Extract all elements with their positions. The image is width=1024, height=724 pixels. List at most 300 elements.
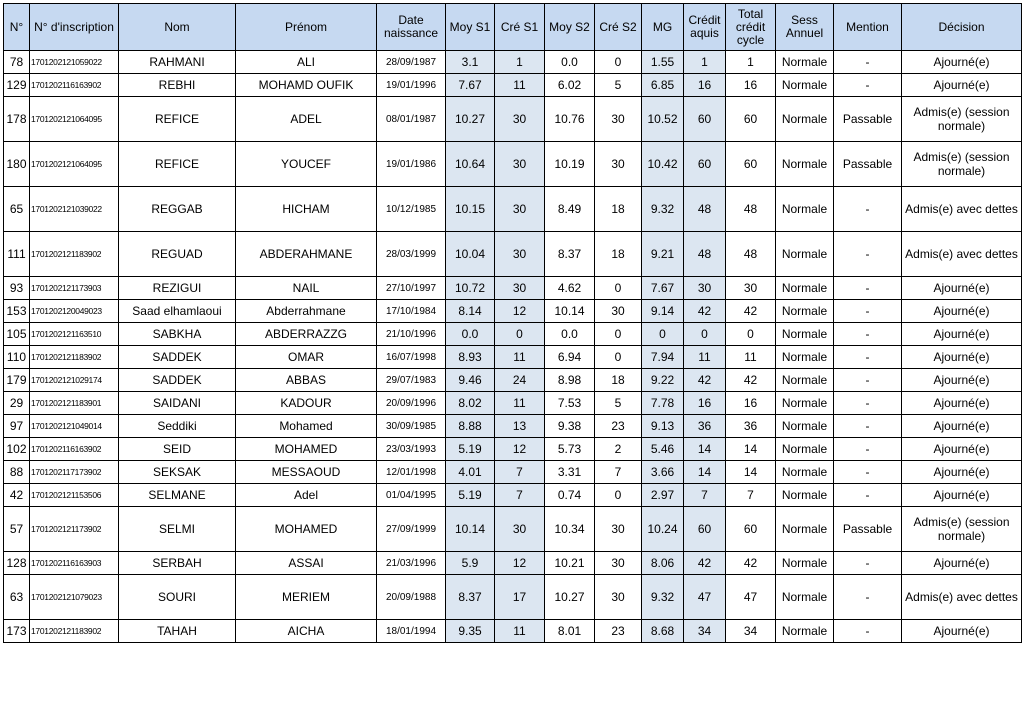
cell-credit-aquis: 42 xyxy=(684,369,726,392)
cell-moy-s1: 8.14 xyxy=(446,300,495,323)
cell-date: 21/03/1996 xyxy=(377,552,446,575)
cell-moy-s2: 5.73 xyxy=(545,438,595,461)
cell-total-credit: 0 xyxy=(726,323,776,346)
cell-num: 102 xyxy=(4,438,30,461)
cell-moy-s1: 7.67 xyxy=(446,74,495,97)
cell-mg: 0 xyxy=(642,323,684,346)
cell-moy-s2: 10.76 xyxy=(545,97,595,142)
cell-mention: - xyxy=(834,74,902,97)
cell-nom: SERBAH xyxy=(119,552,236,575)
cell-moy-s1: 5.19 xyxy=(446,484,495,507)
cell-date: 08/01/1987 xyxy=(377,97,446,142)
cell-moy-s1: 5.9 xyxy=(446,552,495,575)
cell-credit-aquis: 0 xyxy=(684,323,726,346)
table-row xyxy=(4,392,1022,415)
cell-nom: REGGAB xyxy=(119,187,236,232)
cell-mention: - xyxy=(834,187,902,232)
cell-date: 19/01/1986 xyxy=(377,142,446,187)
cell-credit-aquis: 1 xyxy=(684,51,726,74)
cell-inscription: 1701202121064095 xyxy=(30,97,119,142)
cell-sess: Normale xyxy=(776,392,834,415)
cell-moy-s1: 9.46 xyxy=(446,369,495,392)
cell-num: 65 xyxy=(4,187,30,232)
cell-total-credit: 30 xyxy=(726,277,776,300)
header-row xyxy=(4,4,1022,51)
cell-credit-aquis: 60 xyxy=(684,507,726,552)
header-mention: Mention xyxy=(834,4,902,51)
cell-num: 105 xyxy=(4,323,30,346)
cell-credit-aquis: 34 xyxy=(684,620,726,643)
cell-total-credit: 42 xyxy=(726,300,776,323)
cell-cre-s2: 18 xyxy=(595,369,642,392)
cell-credit-aquis: 48 xyxy=(684,187,726,232)
cell-total-credit: 1 xyxy=(726,51,776,74)
cell-num: 173 xyxy=(4,620,30,643)
cell-cre-s1: 30 xyxy=(495,507,545,552)
cell-prenom: Adel xyxy=(236,484,377,507)
cell-cre-s2: 30 xyxy=(595,142,642,187)
cell-nom: SELMI xyxy=(119,507,236,552)
cell-cre-s2: 7 xyxy=(595,461,642,484)
cell-date: 16/07/1998 xyxy=(377,346,446,369)
cell-date: 17/10/1984 xyxy=(377,300,446,323)
cell-prenom: HICHAM xyxy=(236,187,377,232)
header-mg: MG xyxy=(642,4,684,51)
cell-sess: Normale xyxy=(776,346,834,369)
cell-decision: Ajourné(e) xyxy=(902,461,1022,484)
cell-cre-s1: 13 xyxy=(495,415,545,438)
cell-moy-s1: 4.01 xyxy=(446,461,495,484)
cell-decision: Ajourné(e) xyxy=(902,300,1022,323)
cell-inscription: 1701202121153506 xyxy=(30,484,119,507)
header-nom: Nom xyxy=(119,4,236,51)
cell-mg: 9.22 xyxy=(642,369,684,392)
cell-prenom: MOHAMED xyxy=(236,507,377,552)
cell-moy-s1: 3.1 xyxy=(446,51,495,74)
cell-mg: 8.06 xyxy=(642,552,684,575)
cell-inscription: 1701202121039022 xyxy=(30,187,119,232)
cell-num: 111 xyxy=(4,232,30,277)
cell-date: 28/03/1999 xyxy=(377,232,446,277)
cell-total-credit: 48 xyxy=(726,187,776,232)
cell-nom: SELMANE xyxy=(119,484,236,507)
cell-moy-s1: 10.27 xyxy=(446,97,495,142)
cell-mg: 10.52 xyxy=(642,97,684,142)
cell-prenom: OMAR xyxy=(236,346,377,369)
cell-date: 21/10/1996 xyxy=(377,323,446,346)
cell-sess: Normale xyxy=(776,438,834,461)
cell-mg: 1.55 xyxy=(642,51,684,74)
cell-credit-aquis: 47 xyxy=(684,575,726,620)
cell-credit-aquis: 11 xyxy=(684,346,726,369)
cell-mention: - xyxy=(834,484,902,507)
cell-mention: Passable xyxy=(834,97,902,142)
table-row xyxy=(4,438,1022,461)
cell-cre-s1: 11 xyxy=(495,392,545,415)
cell-date: 30/09/1985 xyxy=(377,415,446,438)
cell-decision: Ajourné(e) xyxy=(902,277,1022,300)
table-row xyxy=(4,507,1022,552)
cell-sess: Normale xyxy=(776,461,834,484)
table-row xyxy=(4,277,1022,300)
cell-mg: 8.68 xyxy=(642,620,684,643)
cell-num: 129 xyxy=(4,74,30,97)
cell-cre-s1: 24 xyxy=(495,369,545,392)
cell-mention: - xyxy=(834,415,902,438)
cell-cre-s2: 5 xyxy=(595,392,642,415)
cell-inscription: 1701202116163902 xyxy=(30,74,119,97)
cell-mention: - xyxy=(834,552,902,575)
cell-date: 29/07/1983 xyxy=(377,369,446,392)
table-row xyxy=(4,552,1022,575)
cell-cre-s2: 0 xyxy=(595,51,642,74)
cell-moy-s1: 10.15 xyxy=(446,187,495,232)
cell-decision: Ajourné(e) xyxy=(902,51,1022,74)
cell-nom: SEKSAK xyxy=(119,461,236,484)
cell-nom: SOURI xyxy=(119,575,236,620)
cell-cre-s2: 0 xyxy=(595,346,642,369)
cell-num: 178 xyxy=(4,97,30,142)
cell-moy-s1: 5.19 xyxy=(446,438,495,461)
cell-num: 78 xyxy=(4,51,30,74)
cell-moy-s2: 10.21 xyxy=(545,552,595,575)
cell-num: 153 xyxy=(4,300,30,323)
cell-moy-s2: 10.27 xyxy=(545,575,595,620)
cell-sess: Normale xyxy=(776,74,834,97)
cell-num: 97 xyxy=(4,415,30,438)
cell-sess: Normale xyxy=(776,369,834,392)
cell-moy-s2: 0.0 xyxy=(545,323,595,346)
cell-sess: Normale xyxy=(776,187,834,232)
cell-moy-s1: 9.35 xyxy=(446,620,495,643)
cell-decision: Ajourné(e) xyxy=(902,620,1022,643)
cell-date: 19/01/1996 xyxy=(377,74,446,97)
cell-moy-s1: 8.02 xyxy=(446,392,495,415)
cell-decision: Ajourné(e) xyxy=(902,323,1022,346)
cell-decision: Admis(e) (session normale) xyxy=(902,142,1022,187)
cell-mg: 9.13 xyxy=(642,415,684,438)
cell-mention: - xyxy=(834,620,902,643)
cell-moy-s1: 0.0 xyxy=(446,323,495,346)
cell-prenom: MOHAMD OUFIK xyxy=(236,74,377,97)
header-date: Date naissance xyxy=(377,4,446,51)
cell-moy-s2: 9.38 xyxy=(545,415,595,438)
cell-prenom: MERIEM xyxy=(236,575,377,620)
table-row xyxy=(4,484,1022,507)
cell-cre-s1: 1 xyxy=(495,51,545,74)
cell-inscription: 1701202121064095 xyxy=(30,142,119,187)
cell-cre-s1: 7 xyxy=(495,484,545,507)
cell-total-credit: 16 xyxy=(726,392,776,415)
cell-moy-s2: 6.02 xyxy=(545,74,595,97)
cell-cre-s1: 12 xyxy=(495,438,545,461)
header-moy-s2: Moy S2 xyxy=(545,4,595,51)
cell-mg: 10.24 xyxy=(642,507,684,552)
cell-mention: - xyxy=(834,277,902,300)
cell-total-credit: 11 xyxy=(726,346,776,369)
cell-moy-s1: 10.04 xyxy=(446,232,495,277)
cell-cre-s1: 30 xyxy=(495,97,545,142)
cell-cre-s1: 12 xyxy=(495,552,545,575)
cell-moy-s1: 10.72 xyxy=(446,277,495,300)
cell-sess: Normale xyxy=(776,277,834,300)
cell-prenom: ABDERRAZZG xyxy=(236,323,377,346)
cell-mention: - xyxy=(834,438,902,461)
cell-mg: 2.97 xyxy=(642,484,684,507)
cell-date: 28/09/1987 xyxy=(377,51,446,74)
cell-moy-s2: 4.62 xyxy=(545,277,595,300)
cell-sess: Normale xyxy=(776,552,834,575)
cell-moy-s2: 8.37 xyxy=(545,232,595,277)
table-row xyxy=(4,51,1022,74)
table-row xyxy=(4,369,1022,392)
cell-nom: REZIGUI xyxy=(119,277,236,300)
table-row xyxy=(4,346,1022,369)
cell-mention: - xyxy=(834,300,902,323)
cell-prenom: ASSAI xyxy=(236,552,377,575)
cell-date: 23/03/1993 xyxy=(377,438,446,461)
header-total-credit: Total crédit cycle xyxy=(726,4,776,51)
cell-moy-s1: 8.93 xyxy=(446,346,495,369)
cell-mention: - xyxy=(834,323,902,346)
cell-mg: 7.78 xyxy=(642,392,684,415)
cell-num: 88 xyxy=(4,461,30,484)
cell-cre-s1: 12 xyxy=(495,300,545,323)
cell-decision: Admis(e) avec dettes xyxy=(902,187,1022,232)
cell-moy-s2: 10.14 xyxy=(545,300,595,323)
cell-moy-s2: 0.0 xyxy=(545,51,595,74)
cell-sess: Normale xyxy=(776,51,834,74)
cell-date: 27/09/1999 xyxy=(377,507,446,552)
cell-mention: - xyxy=(834,232,902,277)
cell-mg: 7.94 xyxy=(642,346,684,369)
cell-cre-s2: 30 xyxy=(595,507,642,552)
cell-cre-s2: 0 xyxy=(595,277,642,300)
cell-mg: 3.66 xyxy=(642,461,684,484)
cell-moy-s2: 10.19 xyxy=(545,142,595,187)
cell-decision: Ajourné(e) xyxy=(902,74,1022,97)
cell-prenom: ABBAS xyxy=(236,369,377,392)
cell-inscription: 1701202121079023 xyxy=(30,575,119,620)
cell-total-credit: 7 xyxy=(726,484,776,507)
cell-credit-aquis: 60 xyxy=(684,142,726,187)
cell-credit-aquis: 60 xyxy=(684,97,726,142)
header-cre-s1: Cré S1 xyxy=(495,4,545,51)
cell-prenom: NAIL xyxy=(236,277,377,300)
cell-cre-s1: 30 xyxy=(495,187,545,232)
cell-cre-s2: 5 xyxy=(595,74,642,97)
cell-cre-s2: 0 xyxy=(595,323,642,346)
cell-mention: - xyxy=(834,575,902,620)
header-moy-s1: Moy S1 xyxy=(446,4,495,51)
cell-inscription: 1701202121029174 xyxy=(30,369,119,392)
cell-cre-s2: 30 xyxy=(595,97,642,142)
cell-nom: REFICE xyxy=(119,97,236,142)
header-sess: Sess Annuel xyxy=(776,4,834,51)
cell-total-credit: 14 xyxy=(726,461,776,484)
table-row xyxy=(4,97,1022,142)
cell-num: 63 xyxy=(4,575,30,620)
cell-mg: 9.32 xyxy=(642,575,684,620)
cell-num: 179 xyxy=(4,369,30,392)
table-row xyxy=(4,323,1022,346)
cell-moy-s2: 10.34 xyxy=(545,507,595,552)
cell-decision: Ajourné(e) xyxy=(902,438,1022,461)
cell-sess: Normale xyxy=(776,300,834,323)
cell-sess: Normale xyxy=(776,323,834,346)
cell-cre-s2: 18 xyxy=(595,232,642,277)
cell-total-credit: 16 xyxy=(726,74,776,97)
cell-prenom: KADOUR xyxy=(236,392,377,415)
cell-decision: Admis(e) avec dettes xyxy=(902,232,1022,277)
table-row xyxy=(4,415,1022,438)
cell-moy-s1: 10.64 xyxy=(446,142,495,187)
cell-decision: Admis(e) avec dettes xyxy=(902,575,1022,620)
table-row xyxy=(4,461,1022,484)
cell-sess: Normale xyxy=(776,620,834,643)
cell-date: 27/10/1997 xyxy=(377,277,446,300)
cell-inscription: 1701202120049023 xyxy=(30,300,119,323)
cell-moy-s2: 0.74 xyxy=(545,484,595,507)
cell-prenom: MOHAMED xyxy=(236,438,377,461)
cell-num: 29 xyxy=(4,392,30,415)
cell-date: 18/01/1994 xyxy=(377,620,446,643)
cell-decision: Ajourné(e) xyxy=(902,552,1022,575)
cell-cre-s2: 30 xyxy=(595,575,642,620)
cell-inscription: 1701202121163510 xyxy=(30,323,119,346)
cell-moy-s2: 8.98 xyxy=(545,369,595,392)
cell-decision: Admis(e) (session normale) xyxy=(902,507,1022,552)
cell-num: 180 xyxy=(4,142,30,187)
cell-mg: 9.14 xyxy=(642,300,684,323)
cell-cre-s2: 18 xyxy=(595,187,642,232)
cell-inscription: 1701202121059022 xyxy=(30,51,119,74)
cell-date: 20/09/1988 xyxy=(377,575,446,620)
cell-total-credit: 48 xyxy=(726,232,776,277)
cell-nom: Seddiki xyxy=(119,415,236,438)
header-prenom: Prénom xyxy=(236,4,377,51)
cell-nom: RAHMANI xyxy=(119,51,236,74)
cell-prenom: MESSAOUD xyxy=(236,461,377,484)
cell-inscription: 1701202121173902 xyxy=(30,507,119,552)
cell-mention: Passable xyxy=(834,142,902,187)
cell-num: 42 xyxy=(4,484,30,507)
cell-nom: Saad elhamlaoui xyxy=(119,300,236,323)
cell-nom: SABKHA xyxy=(119,323,236,346)
header-inscription: N° d'inscription xyxy=(30,4,119,51)
table-row xyxy=(4,620,1022,643)
cell-inscription: 1701202121183902 xyxy=(30,346,119,369)
header-num: N° xyxy=(4,4,30,51)
cell-mg: 10.42 xyxy=(642,142,684,187)
cell-credit-aquis: 48 xyxy=(684,232,726,277)
cell-cre-s1: 30 xyxy=(495,142,545,187)
table-row xyxy=(4,187,1022,232)
cell-cre-s1: 11 xyxy=(495,346,545,369)
cell-moy-s2: 8.49 xyxy=(545,187,595,232)
cell-nom: SADDEK xyxy=(119,369,236,392)
cell-total-credit: 60 xyxy=(726,507,776,552)
cell-sess: Normale xyxy=(776,232,834,277)
cell-mg: 9.21 xyxy=(642,232,684,277)
cell-cre-s2: 2 xyxy=(595,438,642,461)
cell-inscription: 1701202121049014 xyxy=(30,415,119,438)
cell-total-credit: 14 xyxy=(726,438,776,461)
cell-prenom: Abderrahmane xyxy=(236,300,377,323)
cell-decision: Ajourné(e) xyxy=(902,369,1022,392)
cell-decision: Admis(e) (session normale) xyxy=(902,97,1022,142)
cell-mention: - xyxy=(834,461,902,484)
cell-inscription: 1701202121183902 xyxy=(30,620,119,643)
cell-inscription: 1701202116163902 xyxy=(30,438,119,461)
header-cre-s2: Cré S2 xyxy=(595,4,642,51)
cell-cre-s1: 30 xyxy=(495,232,545,277)
cell-nom: REBHI xyxy=(119,74,236,97)
cell-total-credit: 60 xyxy=(726,142,776,187)
cell-num: 57 xyxy=(4,507,30,552)
cell-total-credit: 42 xyxy=(726,369,776,392)
cell-inscription: 1701202121183902 xyxy=(30,232,119,277)
cell-sess: Normale xyxy=(776,97,834,142)
cell-mention: - xyxy=(834,51,902,74)
cell-nom: TAHAH xyxy=(119,620,236,643)
cell-cre-s2: 23 xyxy=(595,620,642,643)
cell-decision: Ajourné(e) xyxy=(902,415,1022,438)
cell-inscription: 1701202121183901 xyxy=(30,392,119,415)
cell-decision: Ajourné(e) xyxy=(902,346,1022,369)
cell-date: 10/12/1985 xyxy=(377,187,446,232)
cell-date: 01/04/1995 xyxy=(377,484,446,507)
cell-cre-s2: 30 xyxy=(595,300,642,323)
cell-sess: Normale xyxy=(776,484,834,507)
cell-cre-s2: 23 xyxy=(595,415,642,438)
cell-credit-aquis: 42 xyxy=(684,552,726,575)
cell-mg: 9.32 xyxy=(642,187,684,232)
cell-credit-aquis: 42 xyxy=(684,300,726,323)
cell-moy-s2: 6.94 xyxy=(545,346,595,369)
cell-credit-aquis: 14 xyxy=(684,461,726,484)
cell-mention: - xyxy=(834,346,902,369)
cell-total-credit: 47 xyxy=(726,575,776,620)
cell-prenom: AICHA xyxy=(236,620,377,643)
table-row xyxy=(4,232,1022,277)
cell-moy-s2: 7.53 xyxy=(545,392,595,415)
cell-cre-s1: 30 xyxy=(495,277,545,300)
cell-nom: SAIDANI xyxy=(119,392,236,415)
cell-mg: 6.85 xyxy=(642,74,684,97)
header-credit-aquis: Crédit aquis xyxy=(684,4,726,51)
cell-credit-aquis: 14 xyxy=(684,438,726,461)
cell-date: 12/01/1998 xyxy=(377,461,446,484)
cell-moy-s2: 3.31 xyxy=(545,461,595,484)
cell-inscription: 1701202121173903 xyxy=(30,277,119,300)
table-row xyxy=(4,74,1022,97)
cell-mg: 7.67 xyxy=(642,277,684,300)
cell-cre-s1: 17 xyxy=(495,575,545,620)
cell-sess: Normale xyxy=(776,507,834,552)
cell-prenom: ABDERAHMANE xyxy=(236,232,377,277)
cell-cre-s1: 0 xyxy=(495,323,545,346)
cell-cre-s2: 30 xyxy=(595,552,642,575)
cell-mention: - xyxy=(834,369,902,392)
cell-num: 110 xyxy=(4,346,30,369)
cell-cre-s1: 7 xyxy=(495,461,545,484)
cell-cre-s1: 11 xyxy=(495,620,545,643)
cell-total-credit: 36 xyxy=(726,415,776,438)
cell-cre-s2: 0 xyxy=(595,484,642,507)
cell-decision: Ajourné(e) xyxy=(902,484,1022,507)
results-table xyxy=(3,3,1022,643)
